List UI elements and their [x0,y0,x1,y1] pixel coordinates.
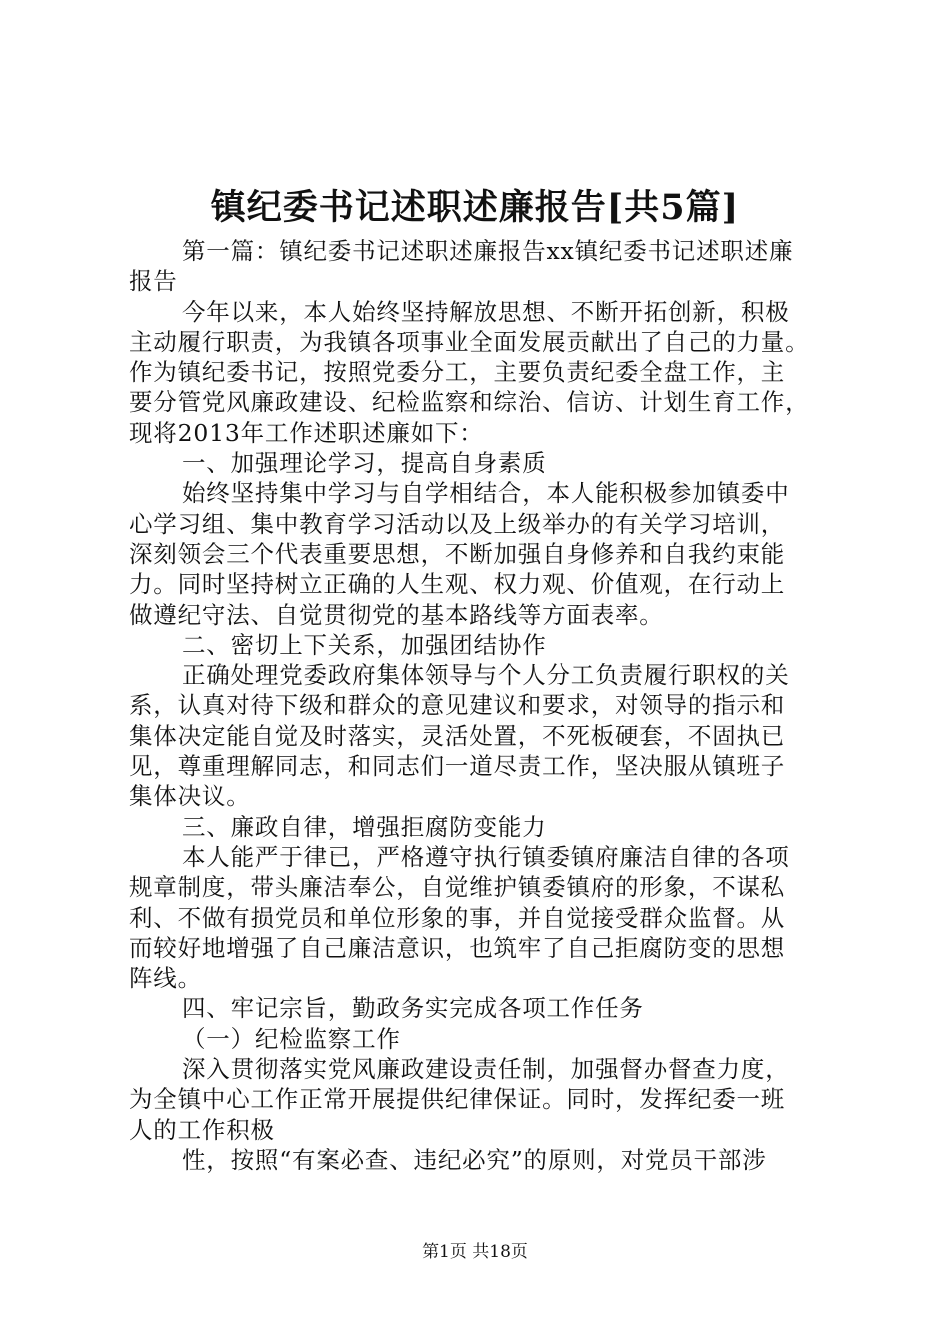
text-line: 正确处理党委政府集体领导与个人分工负责履行职权的关 [182,661,790,690]
text-line: 四、牢记宗旨，勤政务实完成各项工作任务 [182,994,644,1023]
text-line: 始终坚持集中学习与自学相结合，本人能积极参加镇委中 [182,479,790,508]
text-line: 规章制度，带头廉洁奉公，自觉维护镇委镇府的形象，不谋私 [129,873,786,902]
text-line: 今年以来，本人始终坚持解放思想、不断开拓创新，积极 [182,297,790,326]
text-line: 一、加强理论学习，提高自身素质 [182,449,547,478]
text-line: 见，尊重理解同志，和同志们一道尽责工作，坚决服从镇班子 [129,752,786,781]
text-line: 为全镇中心工作正常开展提供纪律保证。同时，发挥纪委一班 [129,1085,786,1114]
document-body [129,236,825,1175]
text-line: 而较好地增强了自己廉洁意识，也筑牢了自己拒腐防变的思想 [129,933,786,962]
document-title: 镇纪委书记述职述廉报告[共5篇] [210,187,740,228]
text-line: 二、密切上下关系，加强团结协作 [182,630,547,659]
text-line: 人的工作积极 [129,1115,275,1144]
text-line: 性，按照“有案必查、违纪必究”的原则，对党员干部涉 [182,1145,767,1174]
text-line: （一）纪检监察工作 [182,1024,401,1053]
text-line: 深刻领会三个代表重要思想，不断加强自身修养和自我约束能 [129,539,786,568]
text-line: 力。同时坚持树立正确的人生观、权力观、价值观，在行动上 [129,570,786,599]
text-line: 系，认真对待下级和群众的意见建议和要求，对领导的指示和 [129,691,786,720]
text-line: 阵线。 [129,964,202,993]
text-line: 集体决议。 [129,782,251,811]
text-line: 本人能严于律已，严格遵守执行镇委镇府廉洁自律的各项 [182,842,790,871]
text-line: 作为镇纪委书记，按照党委分工，主要负责纪委全盘工作，主 [129,358,786,387]
text-line: 做遵纪守法、自觉贯彻党的基本路线等方面表率。 [129,600,664,629]
text-line: 现将2013年工作述职述廉如下： [129,418,484,447]
text-line: 报告 [129,267,178,296]
text-line: 集体决定能自觉及时落实，灵活处置，不死板硬套，不固执已 [129,721,786,750]
text-line: 心学习组、集中教育学习活动以及上级举办的有关学习培训， [129,509,786,538]
page-footer: 第1页 共18页 [422,1242,528,1262]
text-line: 主动履行职责，为我镇各项事业全面发展贡献出了自己的力量。 [129,327,810,356]
text-line: 深入贯彻落实党风廉政建设责任制，加强督办督查力度， [182,1055,790,1084]
text-line: 三、廉政自律，增强拒腐防变能力 [182,812,547,841]
text-line: 第一篇：镇纪委书记述职述廉报告xx镇纪委书记述职述廉 [182,237,794,265]
text-line: 要分管党风廉政建设、纪检监察和综治、信访、计划生育工作， [129,388,810,417]
text-line: 利、不做有损党员和单位形象的事，并自觉接受群众监督。从 [129,903,786,932]
